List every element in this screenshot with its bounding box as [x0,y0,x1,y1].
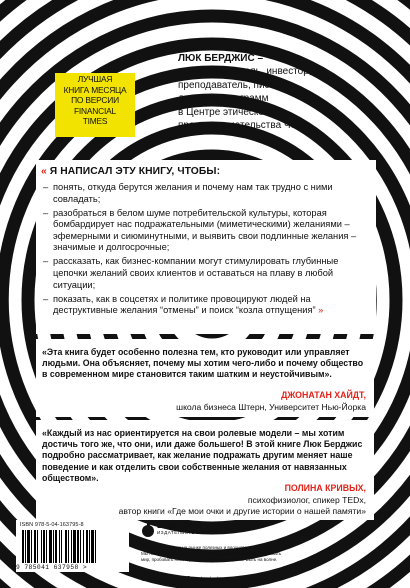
publisher-logo [141,520,205,548]
badge-line: ЛУЧШАЯ [77,74,113,84]
why-i-wrote-box [36,160,376,334]
social-link[interactable]: bomborabooks [186,576,222,581]
quote-author: ПОЛИНА КРИВЫХ, [284,483,366,493]
open-quote-mark: « [41,166,47,177]
social-link[interactable]: bombora.ru [237,576,266,581]
list-item: – рассказать, как бизнес-компании могут стимулировать глубинные цепочки желаний своих клиентов и оставаться на плаву в любой ситуации; [43,256,371,291]
badge-line: FINANCIAL [74,105,116,116]
why-title [41,166,220,177]
author-bio-line: предпринимательства Чокка [178,120,311,132]
quote-text: «Каждый из нас ориентируется на свои ролевые модели – мы хотим достичь того же, что они, или даже большего! В этой книге Люк Берджис подробно рассматривает, как желание подражать другим меняет наше поведение и как отделить свои собственные желания от навязанных обществом». [42,428,363,483]
publisher-info-line: Мы любим книги и создаем их, чтобы вы могли творить, открывать [141,550,282,556]
list-item: – понять, откуда берутся желания и почему нам так трудно с ними совладать; [43,182,371,205]
badge-line: ПО ВЕРСИИ [71,95,119,105]
author-bio [178,52,400,132]
quote-role: школа бизнеса Штерн, Университет Нью-Йорка [176,402,366,412]
quote-text: «Эта книга будет особенно полезна тем, кто руководит или управляет людьми. Она объясняет, почему мы хотим чего-либо и почему общество в современном мире становится таким шатким и неустойчивым». [42,347,364,380]
publisher-info [141,545,397,563]
isbn-barcode [16,520,129,572]
list-item: – разобраться в белом шуме потребительской культуры, которая бомбардирует нас подражательными (миметическими) желаниями – эфемерными и сиюминутными, и выявить свои подлинные желания – значимые и долгосрочные; [43,208,371,254]
list-item-text: показать, как в соцсетях и политике провоцируют людей на деструктивные желания “отмены” и поиск “козла отпущения” [53,293,316,316]
author-bio-line: преподаватель, писатель, [178,79,299,91]
bomb-icon [141,522,155,538]
why-list [43,182,371,319]
quote-role: психофизиолог, спикер TEDx, [247,495,366,505]
list-item [43,294,371,317]
why-title-text: Я НАПИСАЛ ЭТУ КНИГУ, ЧТОБЫ: [49,166,221,177]
author-bio-line: директор программ [178,93,269,105]
author-name: ЛЮК БЕРДЖИС – [178,53,264,64]
publisher-info-line: БОМБОРА – лидер на рынке полезных и вдохновляющих книг. [141,545,272,550]
close-quote-mark: » [315,305,324,316]
isbn-label: ISBN 978-5-04-163795-8 [20,522,84,528]
author-bio-line: в Центре этического [178,106,273,118]
publisher-sub: ИЗДАТЕЛЬСТВО [157,530,200,535]
badge-line: TIMES [82,116,108,126]
publisher-name: БОМБОРА [157,521,201,530]
barcode-icon [20,530,124,564]
quote-author: ДЖОНАТАН ХАЙДТ, [281,390,366,400]
social-link[interactable]: bombora.ru [141,576,170,581]
best-book-badge [55,73,135,137]
review-quote-haidt [36,339,374,417]
quote-role: автор книги «Где мои очки и другие истории о нашей памяти» [118,506,366,516]
author-bio-line: предприниматель, инвестор, [178,66,312,78]
barcode-digits: 9 785041 637958 > [16,564,88,571]
badge-line: КНИГА МЕСЯЦА [63,84,127,95]
publisher-info-line: мир, пробовать новое, расти. Быть счастливыми. Быть на волне. [141,556,278,562]
review-quote-krivykh [36,420,374,520]
publisher-social [141,576,361,585]
